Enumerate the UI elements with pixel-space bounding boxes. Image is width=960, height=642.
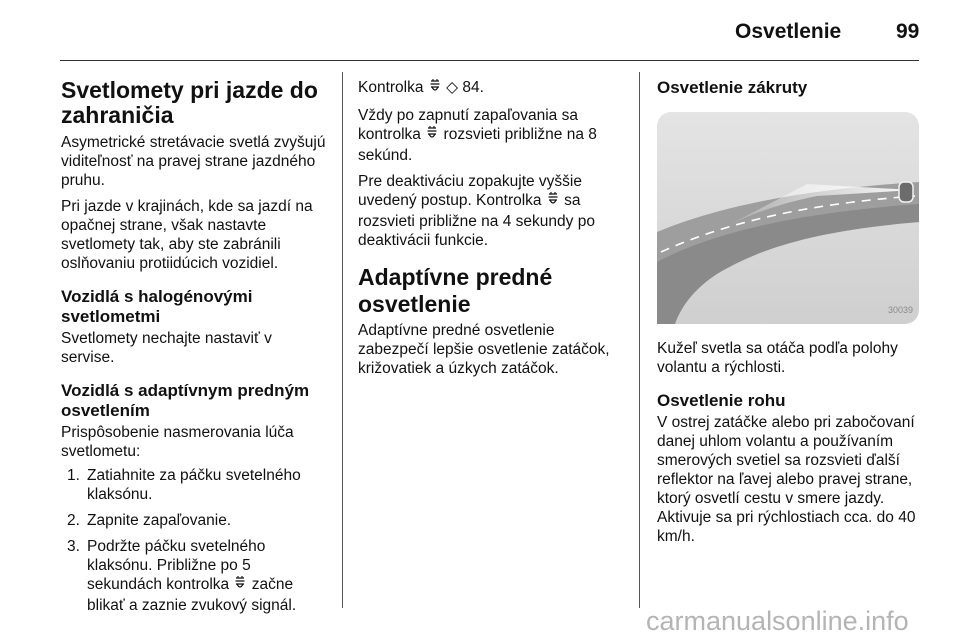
list-item [61,511,329,530]
subheading-corner-light: Osvetlenie rohu [657,391,786,410]
subheading-adaptive: Vozidlá s adaptívnym predným osvetlením [61,381,310,420]
reference-text: Kontrolka [358,79,424,96]
page-number: 99 [896,20,920,43]
subheading-cornering: Osvetlenie zákruty [657,78,808,97]
paragraph-halogen: Svetlomety nechajte nastaviť v servise. [61,330,272,366]
ignition-text: Vždy po zapnutí zapaľovania sa kontrolka [358,107,578,143]
section-heading-adaptive: Adaptívne predné osvetlenie [358,264,553,317]
headlight-warning-icon [234,576,246,596]
reference-page: 84. [462,79,484,96]
headlight-warning-icon [426,126,438,146]
subheading-halogen: Vozidlá s halogénovými svetlometmi [61,287,253,326]
column-divider-2 [639,72,640,608]
step-number: 3. [67,538,80,555]
paragraph-asymmetric: Asymetrické stretávacie svetlá zvyšujú viditeľnosť na pravej strane jazdného pruhu. [61,134,326,189]
paragraph-adaptive-intro: Prispôsobenie nasmerovania lúča svetlometu: [61,424,294,460]
watermark: carmanualsonline.info [646,606,909,636]
column-left [61,78,329,622]
step-number: 1. [67,467,80,484]
list-item [61,466,329,504]
section-heading-abroad: Svetlomety pri jazde do zahraničia [61,77,318,128]
deactivation-text-continued: sa rozsvieti približne na 4 sekundy po deaktivácii funkcie. [358,192,595,249]
header-divider [60,60,919,61]
column-middle [358,78,628,385]
paragraph-ignition [358,106,628,165]
steps-list [61,466,329,615]
paragraph-corner-light: V ostrej zatáčke alebo pri zabočovaní danej uhlom volantu a používaním smerových svetiel sa rozsvieti ďalší reflektor na ľavej alebo pravej strane, ktorý osvetlí cestu v smere jazdy. Aktivuje sa pri rýchlostiach cca. do 40 km/h. [657,414,916,545]
column-divider-1 [342,72,343,608]
step-text-continued: začne blikať a zaznie zvukový signál. [87,576,297,614]
list-item [61,537,329,615]
step-number: 2. [67,512,80,529]
paragraph-abroad-adjust: Pri jazde v krajinách, kde sa jazdí na opačnej strane, však nastavte svetlomety tak, aby ste zabránili oslňovaniu protiidúcich vozidiel. [61,198,313,272]
page-reference-icon: ◇ [446,79,459,96]
step-text: Podržte páčku svetelného klaksónu. Približne po 5 sekundách kontrolka [87,538,266,593]
headlight-warning-icon [547,192,559,212]
road-curve-image [657,112,919,324]
figure-caption: Kužeľ svetla sa otáča podľa polohy volantu a rýchlosti. [657,340,898,376]
figure-id: 30039 [887,305,913,315]
deactivation-text: Pre deaktiváciu zopakujte vyššie uvedený postup. Kontrolka [358,173,583,209]
paragraph-adaptive: Adaptívne predné osvetlenie zabezpečí lepšie osvetlenie zatáčok, križovatiek a úzkych zatáčok. [358,322,610,377]
paragraph-reference [358,78,628,99]
header-title: Osvetlenie [735,20,842,43]
headlight-warning-icon [429,79,441,99]
step-text: Zapnite zapaľovanie. [87,512,232,529]
column-right [657,78,925,553]
paragraph-deactivation [358,172,628,250]
step-text: Zatiahnite za páčku svetelného klaksónu. [87,467,301,503]
cornering-light-illustration [657,112,919,324]
ignition-text-continued: rozsvieti približne na 8 sekúnd. [358,126,597,164]
